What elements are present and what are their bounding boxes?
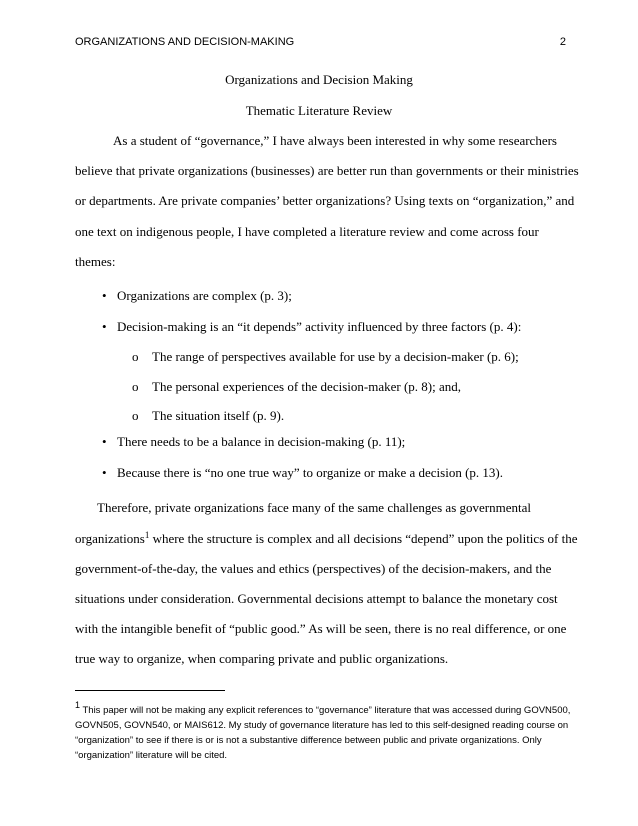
- footnote-reference[interactable]: 1: [144, 530, 150, 540]
- sub-bullet-item: The personal experiences of the decision-maker (p. 8); and,: [152, 379, 461, 394]
- conclusion-line: government-of-the-day, the values and ethics (perspectives) of the decision-makers, and the: [75, 561, 552, 576]
- conclusion-line: situations under consideration. Governmental decisions attempt to balance the monetary cost: [75, 591, 558, 606]
- conclusion-text: organizations: [75, 531, 145, 546]
- conclusion-line: with the intangible benefit of “public good.” As will be seen, there is no real difference, or one: [75, 621, 567, 636]
- page-header: [75, 36, 566, 52]
- conclusion-text: where the structure is complex and all decisions “depend” upon the politics of the: [149, 531, 578, 546]
- sub-bullet-item: The range of perspectives available for use by a decision-maker (p. 6);: [152, 349, 519, 364]
- bullet-item: There needs to be a balance in decision-making (p. 11);: [117, 434, 406, 449]
- intro-line: As a student of “governance,” I have always been interested in why some researchers: [113, 133, 557, 148]
- intro-line: believe that private organizations (businesses) are better run than governments or their ministries: [75, 163, 579, 178]
- bullet-icon: •: [102, 288, 107, 303]
- footnote: [75, 698, 575, 763]
- bullet-icon: •: [102, 319, 107, 334]
- bullet-item: Decision-making is an “it depends” activity influenced by three factors (p. 4):: [117, 319, 522, 334]
- bullet-icon: •: [102, 434, 107, 449]
- intro-line: themes:: [75, 254, 116, 269]
- running-head: ORGANIZATIONS AND DECISION-MAKING: [75, 36, 295, 48]
- bullet-icon: •: [102, 465, 107, 480]
- intro-line: or departments. Are private companies’ better organizations? Using texts on “organization,” and: [75, 193, 575, 208]
- sub-bullet-item: The situation itself (p. 9).: [152, 408, 285, 423]
- footnote-text: This paper will not be making any explicit references to “governance” literature that was accessed during GOVN500, GOVN505, GOVN540, or MAIS612. My study of governance literature has led to this self-designed reading course on “organization” to see if there is or is not a substantive difference between public and private organizations. Only “organization” literature will be cited.: [75, 705, 571, 761]
- page-number: 2: [559, 36, 566, 48]
- sub-bullet-icon: o: [132, 349, 139, 364]
- bullet-item: Because there is “no one true way” to organize or make a decision (p. 13).: [117, 465, 504, 480]
- document-subtitle: Thematic Literature Review: [245, 103, 393, 118]
- sub-bullet-icon: o: [132, 408, 139, 423]
- conclusion-line: true way to organize, when comparing private and public organizations.: [75, 651, 449, 666]
- conclusion-line: Therefore, private organizations face many of the same challenges as governmental: [97, 500, 531, 515]
- sub-bullet-icon: o: [132, 379, 139, 394]
- bullet-item: Organizations are complex (p. 3);: [117, 288, 292, 303]
- document-title: Organizations and Decision Making: [225, 72, 413, 87]
- footnote-separator: [75, 690, 225, 691]
- intro-line: one text on indigenous people, I have completed a literature review and come across four: [75, 224, 539, 239]
- footnote-mark: 1: [75, 700, 81, 710]
- conclusion-line: [75, 530, 577, 547]
